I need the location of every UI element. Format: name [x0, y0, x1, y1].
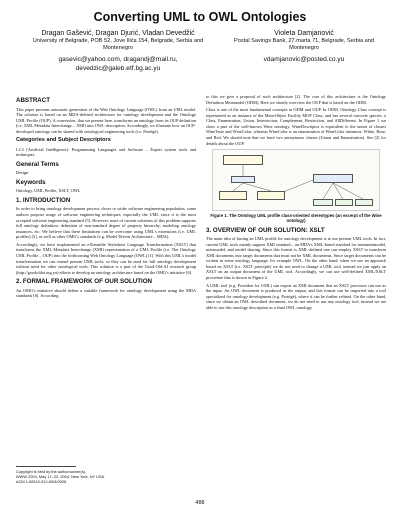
copyright-line-3: ACM 1-58113-912-8/04/0005.	[16, 479, 68, 484]
categories-heading: Categories and Subject Descriptors	[16, 137, 111, 144]
box-union	[231, 176, 255, 183]
copyright-line-2: WWW 2004, May 17–22, 2004, New York, NY USA.	[16, 474, 106, 479]
author-names: Dragan Gašević, Dragan Djurić, Vladan Devedžić	[41, 30, 195, 37]
section-3-paragraph-2: A UML tool (e.g. Poseidon for UML) can export an XMI document that an XSLT processor can use as the input. An OWL document is produced as the output, and this format can be imported into a tool specialized for ontology development (e.g. Protégé), where it can be further refined. On the other hand, since we obtain an OWL described document, we do not need to use any ontology tool, instead we are able to use this ontology description as a final OWL ontology.	[206, 282, 386, 310]
figure-1-diagram	[212, 149, 380, 211]
categories-text: I.2.5 [Artificial Intelligence]: Programming Languages and Software – Expert system tools and techniques	[16, 146, 196, 158]
abstract-text: This paper presents automatic generation of the Web Ontology Language (OWL) from an UML model. The solution is based on an MDA-defined architecture for ontology development and the Ontology UML Profile (OUP). A conversion, that we present here, transforms an ontology from its OUP definition (i.e. XML Metadata Interchange – XMI) into OWL description. Accordingly, we illustrate how an OUP-developed ontology can be shared with ontological engineering tools (i.e. Protégé).	[16, 106, 196, 134]
copyright-line-1: Copyright is held by the author/owner(s).	[16, 469, 87, 474]
author-block-left	[20, 29, 216, 73]
intro-paragraph-1: In order to bring ontology development process closer to wider software engineering population, some authors propose usage of software engineering techniques, especially the UML since it is the most accepted software engineering standard [5]. However, none of current solutions of this problem supports full ontology definition: definition of non-standard degree of property hierarchy, modeling ontology instances, etc. We believe that these limitations can be overcome using UML's extensions (i.e. UML profiles) [3], as well as other OMG's standards (e.g. Model Driven Architecture – MDA).	[16, 206, 196, 240]
keywords-heading: Keywords	[16, 178, 46, 186]
right-column	[206, 94, 386, 313]
keywords-text: Ontology, UML Profile, XSLT, OWL	[16, 188, 81, 194]
page-number: 488	[195, 500, 205, 506]
copyright-notice	[16, 466, 196, 484]
copyright-divider	[16, 466, 76, 467]
left-column	[16, 94, 196, 301]
figure-1-caption: Figure 1. The Ontology UML profile class-oriented stereotypes (an excerpt of the Wine ontology)	[210, 213, 382, 224]
general-terms-heading: General Terms	[16, 160, 59, 168]
author-email: gasevic@yahoo.com, dragandj@mail.ru, devedzic@galeb.etf.bg.ac.yu	[58, 56, 178, 72]
general-terms-text: Design	[16, 170, 29, 176]
author-email: vdamjanovic@posted.co.yu	[263, 56, 345, 64]
right-paragraph-2: Class is one of the most fundamental concepts in ODM and OUP. In ODM, Ontology Class concept is represented as an instance of the Meta-Object Facility MOF Class, and has several concrete species, a Class, Enumeration, Union, Intersection, Complement, Restriction, and AllDifferent. In Figure 1 we show a part of the well-known Wine ontology. WineDescriptor is equivalent to the union of classes WineTaste and WineColor, whereas WineColor is an enumeration of WineColor instances: White, Rose, and Red. We should note that we have two anonymous classes (Union and Enumeration). See [2] for details about the OUP.	[206, 107, 386, 146]
section-3-heading: 3. OVERVIEW OF OUR SOLUTION: XSLT	[206, 226, 325, 234]
formal-paragraph-1: An OMG's initiative should define a suitable framework for ontology development using the MDA standards [6]. According	[16, 287, 196, 299]
author-names: Violeta Damjanović	[274, 30, 334, 37]
box-wine-color	[257, 191, 285, 200]
intro-paragraph-2: Accordingly, we have implemented an eXtensible Stylesheet Language Transformation (XSLT) that transforms the XML Metadata Interchange (XMI) representation of a UML Profile (i.e. The Ontology UML Profile – OUP) into the forthcoming Web Ontology Language (OWL) [1]. With this UML's model transformation we can extend present UML tools, so they can be used for full ontology development without need for other ontological tools. This solution is a part of the Good-Old-AI research group (http://goodoldai.org.yu) efforts to develop an ontology architecture based on the OMG's initiative [6].	[16, 241, 196, 275]
author-affiliation: University of Belgrade, POB 52, Jove Ilića 154, Belgrade, Serbia and Montenegro	[32, 38, 204, 52]
abstract-heading: ABSTRACT	[16, 97, 51, 104]
box-white	[313, 199, 333, 206]
box-enumeration	[313, 174, 353, 183]
intro-heading: 1. INTRODUCTION	[16, 196, 71, 204]
section-3-paragraph-1: The main idea of having an UML profile for ontology development is to use present UML tools. In fact, current UML tools mainly support XMI standard – an MDA's XML-based standard for metametamodel, metamodel, and model sharing. Since this format is XML-defined one can employ XSLT to transform XMI documents into target documents that must not be XML documents. Since target documents can be written in some ontology language, for example OWL. On the other hand, when we use an approach based on XSLT (i.e. XSLT principle) we do not need to change a UML tool, instead we just apply an XSLT on an output document of the UML tool. Accordingly, we can use well-defined XML/XSLT procedure that is shown in Figure 2.	[206, 236, 386, 281]
box-wine-taste	[219, 191, 247, 200]
paper-title: Converting UML to OWL Ontologies	[93, 10, 307, 24]
formal-heading: 2. FORMAL FRAMEWORK OF OUR SOLUTION	[16, 278, 153, 286]
box-wine-descriptor	[223, 155, 263, 165]
box-red	[355, 199, 373, 206]
author-block-right	[226, 29, 382, 65]
right-paragraph-1: to this we give a proposal of such architecture [2]. The core of this architecture is the Ontology Definition Metamodel (ODM). Here we shortly overview the OUP that is based on the ODM.	[206, 94, 386, 105]
box-rose	[335, 199, 353, 206]
author-affiliation: Postal Savings Bank, 27.marta 71, Belgrade, Serbia and Montenegro	[234, 38, 374, 52]
